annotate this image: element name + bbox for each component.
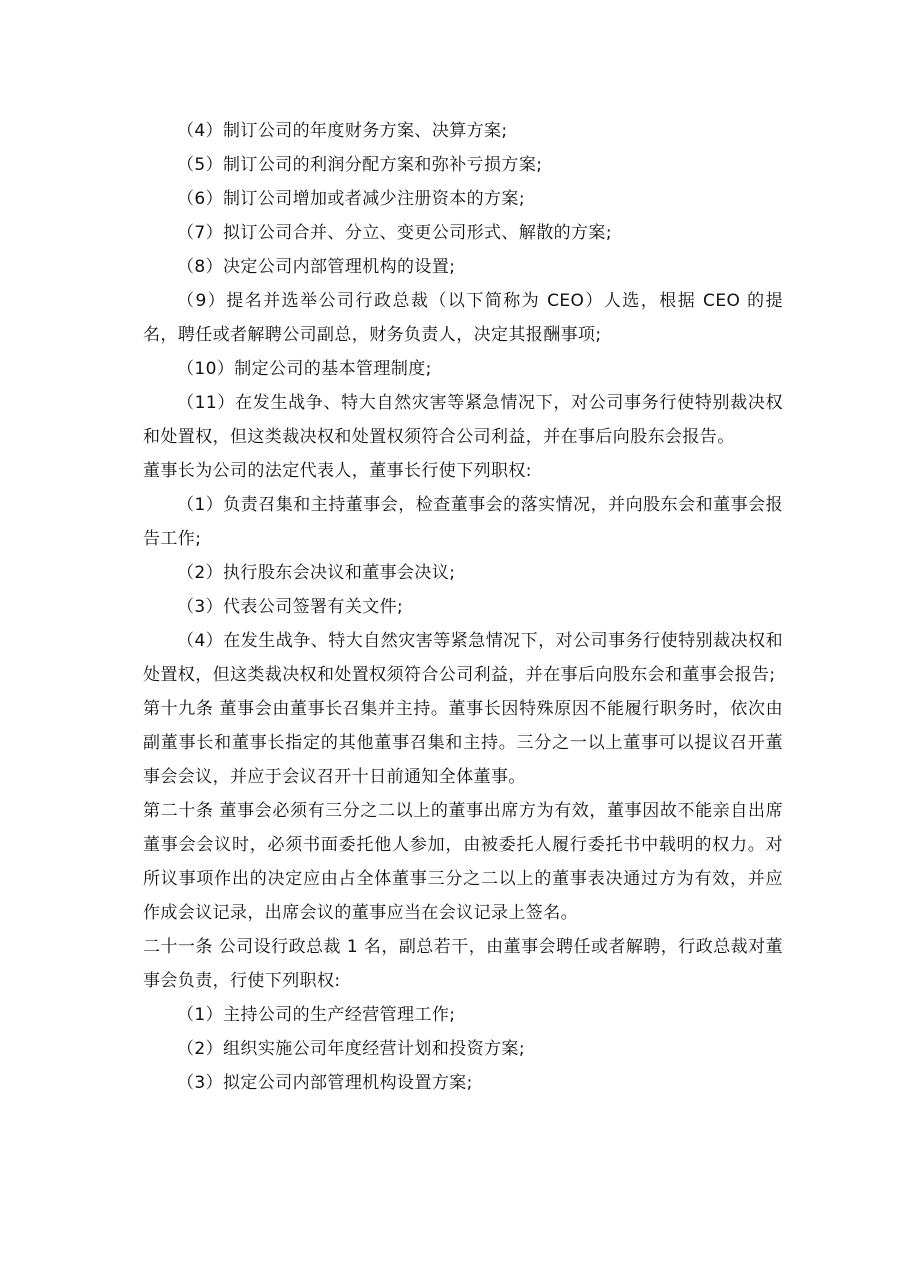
paragraph-item-10-system: （10）制定公司的基本管理制度; — [177, 359, 432, 379]
paragraph-article-20: 第二十条 董事会必须有三分之二以上的董事出席方为有效，董事因故不能亲自出席董事会会议时，必须书面委托他人参加，由被委托人履行委托书中载明的权力。对所议事项作出的决定应由占全体董事三分之二以上的董事表决通过方为有效，并应作成会议记录，出席会议的董事应当在会议记录上签名。 — [143, 801, 783, 923]
paragraph-ceo-item-3: （3）拟定公司内部管理机构设置方案; — [177, 1073, 473, 1093]
paragraph-article-19: 第十九条 董事会由董事长召集并主持。董事长因特殊原因不能履行职务时，依次由副董事长和董事长指定的其他董事召集和主持。三分之一以上董事可以提议召开董事会会议，并应于会议召开十日前通知全体董事。 — [143, 699, 783, 787]
paragraph-item-11-emergency: （11）在发生战争、特大自然灾害等紧急情况下，对公司事务行使特别裁决权和处置权，但这类裁决权和处置权须符合公司利益，并在事后向股东会报告。 — [143, 393, 783, 447]
document-body — [143, 114, 783, 1100]
paragraph-item-8-structure: （8）决定公司内部管理机构的设置; — [177, 257, 456, 277]
paragraph-chairman-item-4: （4）在发生战争、特大自然灾害等紧急情况下，对公司事务行使特别裁决权和处置权，但这类裁决权和处置权须符合公司利益，并在事后向股东会和董事会报告; — [143, 631, 783, 685]
paragraph-item-6-capital: （6）制订公司增加或者减少注册资本的方案; — [177, 189, 525, 209]
paragraph-chairman-item-3: （3）代表公司签署有关文件; — [177, 597, 404, 617]
paragraph-item-5-profit: （5）制订公司的利润分配方案和弥补亏损方案; — [177, 155, 543, 175]
paragraph-article-21: 二十一条 公司设行政总裁 1 名，副总若干，由董事会聘任或者解聘，行政总裁对董事会负责，行使下列职权: — [143, 937, 783, 991]
paragraph-item-7-merger: （7）拟订公司合并、分立、变更公司形式、解散的方案; — [177, 223, 612, 243]
paragraph-item-4-budget: （4）制订公司的年度财务方案、决算方案; — [177, 121, 508, 141]
paragraph-item-9-ceo: （9）提名并选举公司行政总裁（以下简称为 CEO）人选，根据 CEO 的提名，聘任或者解聘公司副总，财务负责人，决定其报酬事项; — [143, 291, 783, 345]
paragraph-chairman-item-1: （1）负责召集和主持董事会，检查董事会的落实情况，并向股东会和董事会报告工作; — [143, 495, 783, 549]
paragraph-chairman-powers: 董事长为公司的法定代表人，董事长行使下列职权: — [143, 461, 532, 481]
paragraph-ceo-item-2: （2）组织实施公司年度经营计划和投资方案; — [177, 1039, 525, 1059]
paragraph-ceo-item-1: （1）主持公司的生产经营管理工作; — [177, 1005, 456, 1025]
paragraph-chairman-item-2: （2）执行股东会决议和董事会决议; — [177, 563, 456, 583]
